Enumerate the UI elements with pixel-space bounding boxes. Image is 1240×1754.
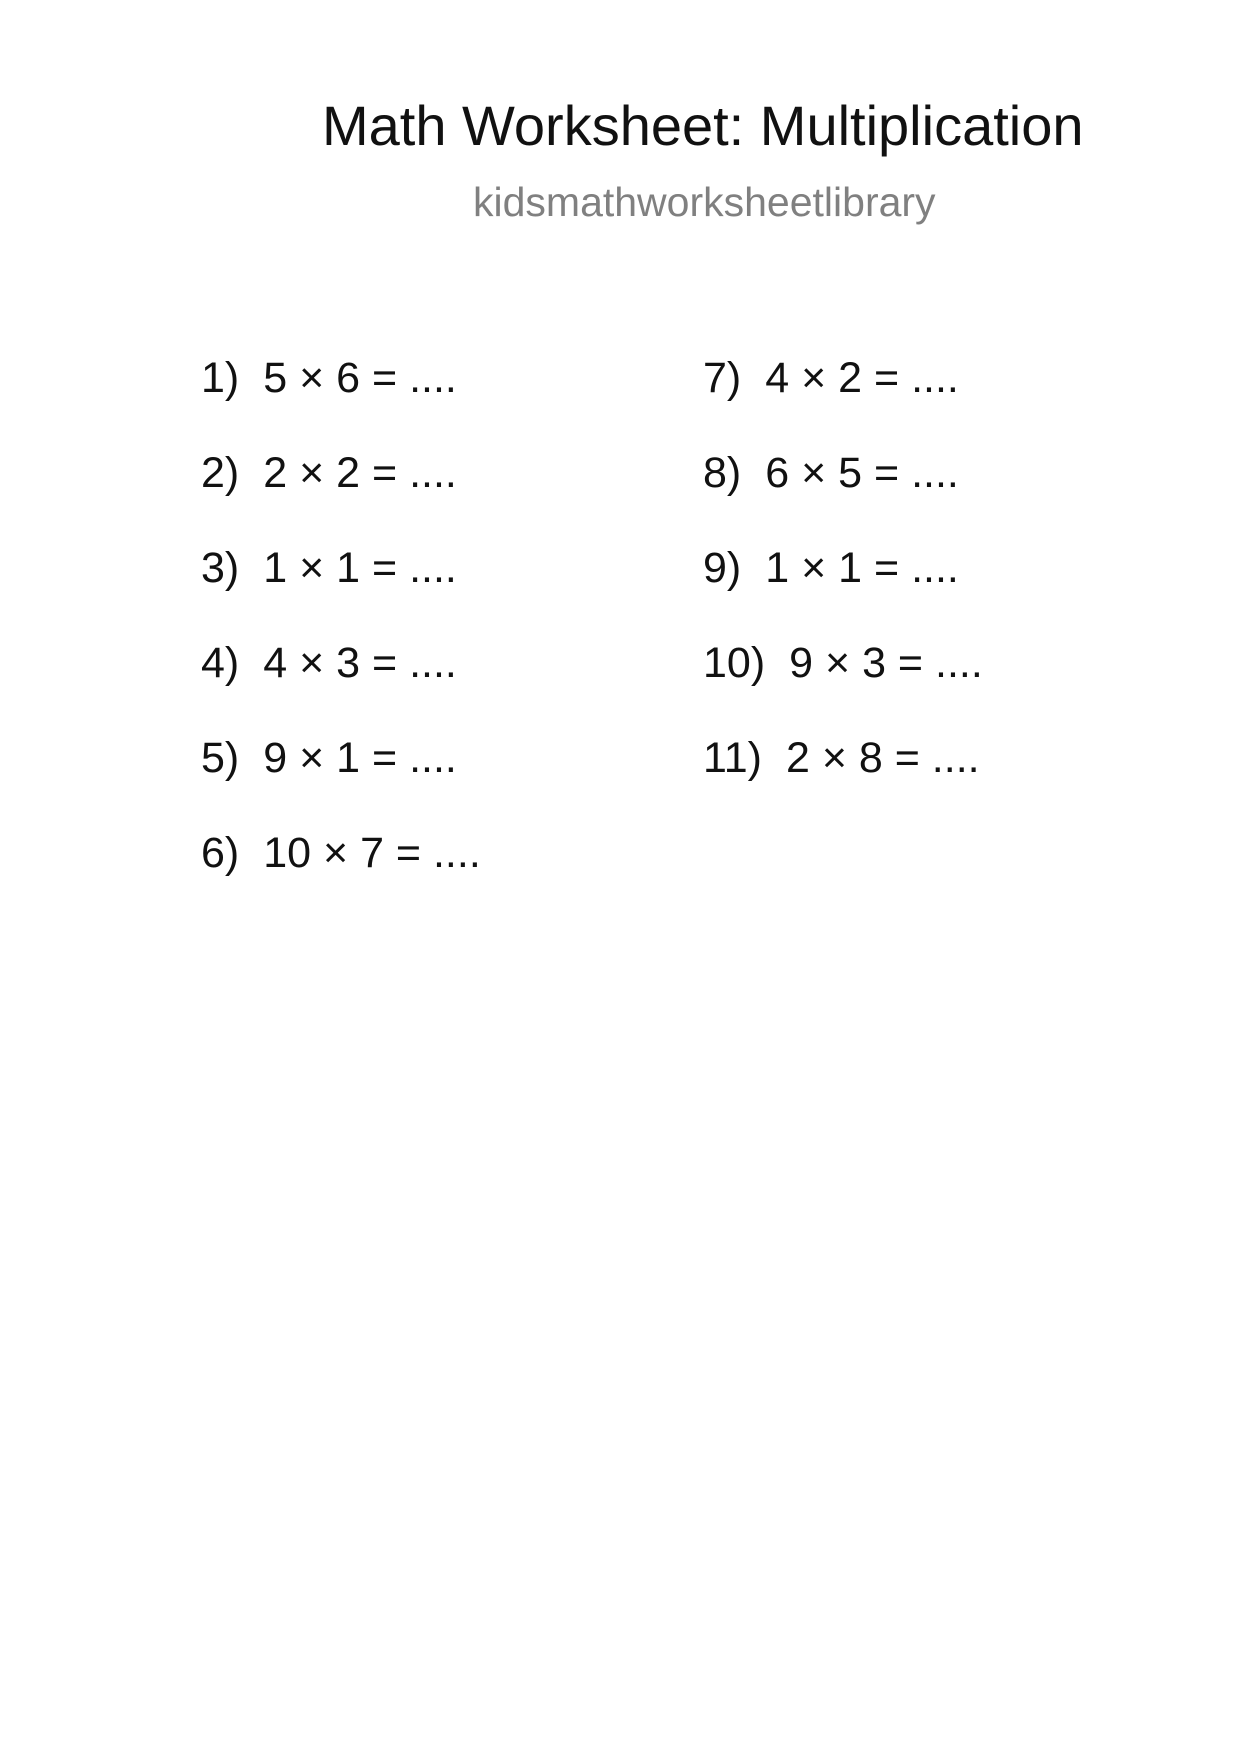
problem-number: 9) (703, 544, 742, 592)
problem-6 (201, 829, 481, 877)
problem-number: 2) (201, 449, 240, 497)
worksheet-source: kidsmathworksheetlibrary (473, 179, 936, 225)
problem-number: 3) (201, 544, 240, 592)
problem-expression: 5 × 6 = .... (263, 354, 457, 402)
problem-9 (703, 544, 959, 592)
problem-11 (703, 734, 980, 782)
problem-expression: 1 × 1 = .... (263, 544, 457, 592)
problem-4 (201, 639, 457, 687)
problem-expression: 6 × 5 = .... (765, 449, 959, 497)
problem-number: 10) (703, 639, 766, 687)
problem-number: 5) (201, 734, 240, 782)
problem-2 (201, 449, 457, 497)
problem-5 (201, 734, 457, 782)
worksheet-title: Math Worksheet: Multiplication (322, 94, 1084, 157)
problem-8 (703, 449, 959, 497)
problem-1 (201, 354, 457, 402)
problem-3 (201, 544, 457, 592)
problem-number: 8) (703, 449, 742, 497)
problem-10 (703, 639, 983, 687)
problem-number: 7) (703, 354, 742, 402)
problem-expression: 1 × 1 = .... (765, 544, 959, 592)
problem-expression: 9 × 3 = .... (789, 639, 983, 687)
problem-expression: 2 × 8 = .... (785, 734, 980, 782)
problem-number: 1) (201, 354, 240, 402)
problem-7 (703, 354, 959, 402)
problem-number: 4) (201, 639, 240, 687)
problem-expression: 2 × 2 = .... (263, 449, 457, 497)
problem-number: 6) (201, 829, 240, 877)
problem-expression: 10 × 7 = .... (263, 829, 481, 877)
problem-expression: 4 × 2 = .... (765, 354, 959, 402)
problem-expression: 4 × 3 = .... (263, 639, 457, 687)
problem-expression: 9 × 1 = .... (263, 734, 457, 782)
problem-number: 11) (703, 734, 762, 782)
